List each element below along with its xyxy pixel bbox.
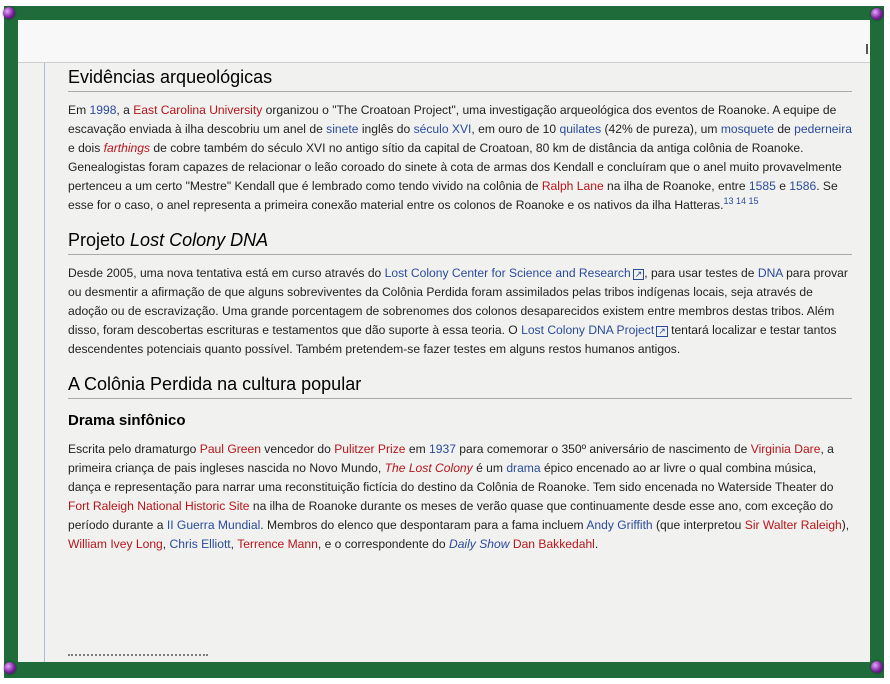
article-link[interactable]: 1585 (748, 179, 776, 193)
text-run: . Membros do elenco que despontaram para a fama incluem (260, 518, 587, 532)
top-bar (18, 20, 870, 63)
text-run: Em (68, 103, 90, 117)
text-run: Escrita pelo dramaturgo (68, 442, 200, 456)
reference-sup (723, 196, 758, 206)
cut-off-heading (68, 654, 208, 662)
heading-dna-project (68, 229, 852, 255)
text-run: , a primeira criança de pais ingleses nascida no Novo Mundo, (68, 442, 834, 475)
sidebar-divider (44, 63, 45, 662)
paragraph-archaeology (68, 101, 852, 215)
text-run: , e o correspondente do (317, 537, 449, 551)
corner-bead-top-right (871, 8, 883, 20)
heading-dna-italic: Lost Colony DNA (130, 230, 269, 250)
corner-bead-top-left (3, 7, 15, 19)
article-link[interactable]: Virginia Dare (750, 442, 821, 456)
heading-popular-culture: A Colônia Perdida na cultura popular (68, 373, 852, 399)
text-run: na ilha de Roanoke durante os meses de verão quase que continuamente desde esse ano, com exceção do período durante a (68, 499, 834, 532)
text-run: e dois (68, 141, 104, 155)
text-run: , (162, 537, 170, 551)
article-link[interactable]: sinete (326, 122, 359, 136)
article-link[interactable]: Fort Raleigh National Historic Site (68, 499, 250, 513)
article-link[interactable]: Chris Elliott (169, 537, 231, 551)
article-link[interactable]: The Lost Colony (384, 461, 473, 475)
text-run: (que interpretou (652, 518, 745, 532)
text-run: , (230, 537, 238, 551)
article-link[interactable]: Terrence Mann (237, 537, 318, 551)
text-run: épico encenado ao ar livre o qual combina música, dança e representação para narrar uma reconstituição fictícia do destino da Colônia de Roanoke. Tem sido encenada no Waterside Theater do (68, 461, 834, 494)
article-content (68, 66, 852, 568)
article-link[interactable]: William Ivey Long (68, 537, 163, 551)
article-link[interactable]: 1998 (89, 103, 117, 117)
text-run: inglês do (358, 122, 414, 136)
text-run: , a (116, 103, 134, 117)
corner-bead-bottom-right (871, 661, 883, 673)
article-link[interactable]: Ralph Lane (541, 179, 604, 193)
text-run: . (594, 537, 599, 551)
text-run: tentará localizar e testar tantos descendentes potenciais quanto possível. Também pretendem-se fazer testes em alguns restos humanos antigos. (68, 323, 837, 356)
article-link[interactable]: drama (506, 461, 541, 475)
text-run: organizou o "The Croatoan Project", uma investigação arqueológica dos eventos de Roanoke. A equipe de escavação enviada à ilha descobriu um anel de (68, 103, 837, 136)
text-run: Desde 2005, uma nova tentativa está em curso através do (68, 266, 385, 280)
paragraph-dna (68, 264, 852, 359)
reference-link[interactable]: 13 14 15 (723, 195, 759, 206)
decorative-frame (4, 6, 884, 678)
article-link[interactable]: East Carolina University (133, 103, 263, 117)
article-link[interactable]: II Guerra Mundial (166, 518, 261, 532)
article-link[interactable]: pederneira (794, 122, 852, 136)
article-link[interactable]: DNA (757, 266, 783, 280)
corner-bead-bottom-left (4, 662, 16, 674)
paragraph-culture (68, 440, 852, 554)
text-run: é um (472, 461, 507, 475)
subheading-symphonic-drama: Drama sinfônico (68, 412, 186, 429)
text-run: , em ouro de 10 (471, 122, 560, 136)
article-link[interactable]: mosquete (720, 122, 774, 136)
text-run: (42% de pureza), um (601, 122, 721, 136)
article-link[interactable]: Lost Colony DNA Project ↗ (521, 323, 668, 337)
article-link[interactable]: Daily Show (448, 537, 510, 551)
article-link[interactable]: Dan Bakkedahl (512, 537, 595, 551)
text-run: na ilha de Roanoke, entre (603, 179, 749, 193)
article-link[interactable]: 1937 (429, 442, 456, 456)
heading-archaeology: Evidências arqueológicas (68, 66, 852, 92)
text-run: e (775, 179, 790, 193)
article-link[interactable]: Andy Griffith (586, 518, 653, 532)
article-link[interactable]: farthings (103, 141, 151, 155)
text-run: , para usar testes de (644, 266, 758, 280)
scrollbar-tick (866, 44, 868, 54)
text-run: ), (841, 518, 850, 532)
article-link[interactable]: quilates (559, 122, 602, 136)
article-link[interactable]: Paul Green (199, 442, 261, 456)
text-run: para comemorar o 350º aniversário de nascimento de (455, 442, 751, 456)
text-run: para provar ou desmentir a afirmação de que alguns sobreviventes da Colônia Perdida foram assimilados pelas tribos indígenas locais, seja através de adoção ou de escravização. Uma grande porcentagem de sobrenomes dos colonos desaparecidos existem entre membros destas tribos. Além disso, foram descobertas escrituras e testamentos que dão suporte à essa teoria. O (68, 266, 848, 337)
article-link[interactable]: Pulitzer Prize (334, 442, 406, 456)
article-link[interactable]: Sir Walter Raleigh (744, 518, 842, 532)
page-viewport (18, 20, 870, 662)
text-run: vencedor do (260, 442, 335, 456)
text-run: em (405, 442, 430, 456)
article-link[interactable]: século XVI (413, 122, 472, 136)
heading-dna-plain: Projeto (68, 230, 131, 250)
text-run: . Se esse for o caso, o anel representa a primeira conexão material entre os colonos de Roanoke e os nativos da ilha Hatteras. (68, 179, 838, 212)
article-link[interactable]: Lost Colony Center for Science and Research ↗ (385, 266, 645, 280)
article-link[interactable]: 1586 (789, 179, 817, 193)
text-run: de cobre também do século XVI no antigo sítio da capital de Croatoan, 80 km de distância da antiga colônia de Roanoke. Genealogistas foram capazes de relacionar o leão coroado do sinete à cota de armas dos Kendall e concluíram que o anel muito provavelmente pertenceu a um certo "Mestre" Kendall que é lembrado como tendo vivido na colônia de (68, 141, 842, 193)
text-run: de (773, 122, 795, 136)
